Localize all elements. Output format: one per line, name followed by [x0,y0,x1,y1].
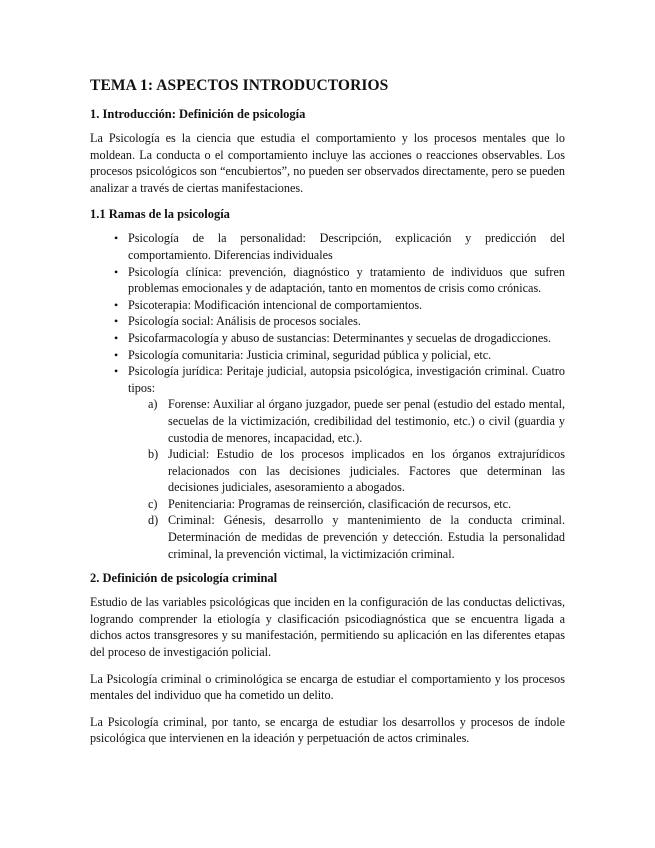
bullet-icon: • [114,264,119,279]
list-item [90,363,565,562]
bullet-icon: • [114,347,119,362]
sub-list-item-text: Forense: Auxiliar al órgano juzgador, puede ser penal (estudio del estado mental, secuelas de la victimización, credibilidad del testimonio, etc.) o civil (guardia y custodia de menores, incapacidad, etc.). [168,397,565,445]
bullet-icon: • [114,330,119,345]
list-item [90,297,565,314]
sub-list-item [128,496,565,513]
paragraph-psicologia-criminologica: La Psicología criminal o criminológica se encarga de estudiar el comportamiento y los procesos mentales del individuo que ha cometido un delito. [90,671,565,703]
list-item-text: Psicoterapia: Modificación intencional de comportamientos. [128,297,423,312]
list-item-text: Psicología social: Análisis de procesos sociales. [128,314,361,329]
list-item-text: Psicofarmacología y abuso de sustancias: Determinantes y secuelas de drogadicciones. [128,330,552,345]
branches-list [90,230,565,562]
juridica-types-list [128,396,565,562]
sub-list-item [128,446,565,496]
bullet-icon: • [114,314,119,329]
bullet-icon: • [114,231,119,246]
sub-list-item-text: Penitenciaria: Programas de reinserción, clasificación de recursos, etc. [168,496,512,511]
document-title: TEMA 1: ASPECTOS INTRODUCTORIOS [90,77,389,94]
document-page [90,76,565,757]
paragraph-estudio-variables: Estudio de las variables psicológicas que inciden en la configuración de las conductas delictivas, logrando comprender la etiología y clasificación psicodiagnóstica que se encuentra ligada a dichos actos transgresores y su manifestación, permitiendo su aplicación en las diferentes etapas del proceso de investigación policial. [90,595,565,660]
list-item-text: Psicología comunitaria: Justicia criminal, seguridad pública y policial, etc. [128,347,492,362]
list-item [90,264,565,297]
section-heading-introduccion: 1. Introducción: Definición de psicología [90,107,306,121]
section-heading-ramas: 1.1 Ramas de la psicología [90,207,230,222]
sub-list-marker: a) [148,397,158,412]
paragraph-por-tanto: La Psicología criminal, por tanto, se encarga de estudiar los desarrollos y procesos de índole psicológica que intervienen en la ideación y perpetuación de actos criminales. [90,714,565,746]
list-item [90,347,565,364]
list-item [90,330,565,347]
sub-list-item-text: Judicial: Estudio de los procesos implicados en los órganos extrajurídicos relacionados con las decisiones judiciales. Factores que determinan las decisiones judiciales, asesoramiento a abogados. [168,447,565,495]
sub-list-item [128,512,565,562]
list-item [90,313,565,330]
list-item [90,230,565,263]
section-heading-psicologia-criminal: 2. Definición de psicología criminal [90,571,278,586]
sub-list-item [128,396,565,446]
sub-list-marker: b) [148,447,159,462]
sub-list-marker: c) [148,496,158,511]
sub-list-marker: d) [148,513,159,528]
list-item-text: Psicología clínica: prevención, diagnóstico y tratamiento de individuos que sufren problemas emocionales y de adaptación, tanto en momentos de crisis como crónicas. [128,264,565,296]
bullet-icon: • [114,297,119,312]
sub-list-item-text: Criminal: Génesis, desarrollo y mantenimiento de la conducta criminal. Determinación de medidas de prevención y detección. Estudia la personalidad criminal, la prevención victimal, la victimización criminal. [168,513,565,561]
bullet-icon: • [114,364,119,379]
list-item-text: Psicología de la personalidad: Descripción, explicación y predicción del comportamiento. Diferencias individuales [128,231,565,262]
list-item-text: Psicología jurídica: Peritaje judicial, autopsia psicológica, investigación criminal. Cuatro tipos: [128,364,565,395]
paragraph-definicion-psicologia: La Psicología es la ciencia que estudia el comportamiento y los procesos mentales que lo moldean. La conducta o el comportamiento incluye las acciones o reacciones observables. Los procesos psicológicos son “encubiertos”, no pueden ser observados directamente, pero se pueden analizar a través de ciertas manifestaciones. [90,131,565,195]
